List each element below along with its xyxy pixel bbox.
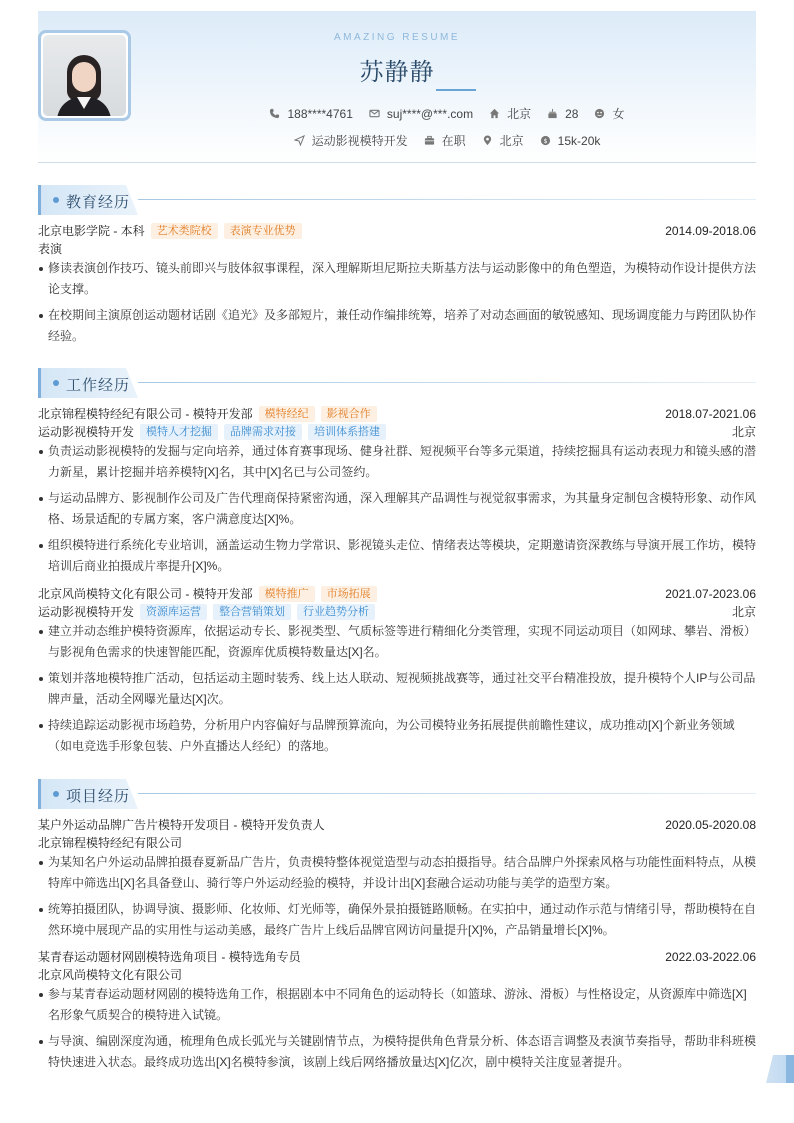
position-name: 运动影视模特开发 (38, 425, 135, 439)
project-company-row (38, 966, 756, 983)
mail-icon (369, 108, 380, 119)
list-item: 与运动品牌方、影视制作公司及广告代理商保持紧密沟通，深入理解其产品调性与视觉叙事需求，为其量身定制包含模特形象、动作风格、场景适配的专属方案，客户满意度达[X]%。 (38, 488, 756, 530)
education-major-row (38, 240, 756, 257)
email-value: suj****@***.com (386, 106, 474, 121)
work-tag: 市场拓展 (321, 586, 377, 602)
company-name: 北京锦程模特经纪有限公司 - 模特开发部 (38, 407, 253, 421)
list-item: 与导演、编剧深度沟通，梳理角色成长弧光与关键剧情节点，为模特提供角色背景分析、体态语言调整及表演节奏指导，帮助非科班模特快速进入状态。最终成功选出[X]名模特参演，该剧上线后网络播放量达[X]亿次，剧中模特关注度显著提升。 (38, 1031, 756, 1073)
section-title: 项目经历 (66, 788, 131, 805)
name-underline (436, 89, 476, 91)
project-title: 某青春运动题材网剧模特选角项目 - 模特选角专员 (38, 950, 301, 964)
skill-tag: 模特人才挖掘 (140, 424, 218, 440)
project-company: 北京风尚模特文化有限公司 (38, 968, 183, 982)
city-item (489, 105, 531, 122)
work-position-row (38, 603, 756, 620)
salary-icon (540, 135, 551, 146)
list-item: 修读表演创作技巧、镜头前即兴与肢体叙事课程，深入理解斯坦尼斯拉夫斯基方法与运动影像中的角色塑造，为模特动作设计提供方法论支撑。 (38, 258, 756, 300)
list-item: 为某知名户外运动品牌拍摄春夏新品广告片，负责模特整体视觉造型与动态拍摄指导。结合品牌户外探索风格与功能性面料特点，从模特库中筛选出[X]名具备登山、骑行等户外运动经验的模特，并设计出[X]套融合运动功能与美学的造型方案。 (38, 852, 756, 894)
education-tag: 表演专业优势 (224, 223, 302, 239)
section-project (38, 779, 756, 809)
work-position-row (38, 423, 756, 440)
section-dot-icon (53, 197, 59, 203)
gender-icon (594, 108, 605, 119)
section-dot-icon (53, 791, 59, 797)
send-icon (294, 135, 305, 146)
age-item (547, 107, 578, 121)
work-date: 2018.07-2021.06 (665, 406, 756, 421)
target-job-item (294, 132, 408, 149)
project-date: 2020.05-2020.08 (665, 817, 756, 832)
contact-row (88, 105, 794, 122)
work-header-row (38, 585, 756, 602)
phone-icon (269, 108, 280, 119)
work-location: 北京 (731, 425, 756, 439)
school-name: 北京电影学院 - 本科 (38, 224, 145, 238)
list-item: 在校期间主演原创运动题材话剧《追光》及多部短片，兼任动作编排统筹，培养了对动态画面的敏锐感知、现场调度能力与跨团队协作经验。 (38, 305, 756, 347)
gender-value: 女 (612, 107, 625, 121)
email-item (369, 107, 473, 121)
list-item: 建立并动态维护模特资源库，依据运动专长、影视类型、气质标签等进行精细化分类管理，实现不同运动项目（如网球、攀岩、滑板）与影视角色需求的快速智能匹配，资源库优质模特数量达[X]名。 (38, 621, 756, 663)
skill-tag: 行业趋势分析 (297, 604, 375, 620)
city-value: 北京 (507, 107, 532, 121)
home-icon (489, 108, 500, 119)
project-bullets (38, 984, 756, 1078)
briefcase-icon (424, 135, 435, 146)
work-tag: 模特经纪 (259, 406, 315, 422)
gender-item (594, 105, 624, 122)
section-dot-icon (53, 380, 59, 386)
section-divider (138, 199, 756, 200)
list-item: 组织模特进行系统化专业培训，涵盖运动生物力学常识、影视镜头走位、情绪表达等模块，定期邀请资深教练与导演开展工作坊，模特培训后商业拍摄成片率提升[X]%。 (38, 535, 756, 577)
skill-tag: 资源库运营 (140, 604, 207, 620)
resume-subtitle: AMAZING RESUME (333, 32, 461, 43)
job-intent-row (88, 132, 794, 149)
phone-value: 188****4761 (287, 106, 353, 121)
list-item: 负责运动影视模特的发掘与定向培养，通过体育赛事现场、健身社群、短视频平台等多元渠道，持续挖掘具有运动表现力和镜头感的潜力新星，累计挖掘并培养模特[X]名，其中[X]名已与公司签约。 (38, 441, 756, 483)
salary-item (540, 134, 601, 148)
location-icon (482, 135, 493, 146)
work-location: 北京 (731, 605, 756, 619)
education-bullets (38, 258, 756, 352)
status-value: 在职 (441, 134, 466, 148)
cake-icon (547, 108, 558, 119)
section-divider (138, 793, 756, 794)
work-tag: 模特推广 (259, 586, 315, 602)
work-bullets (38, 441, 756, 582)
list-item: 统筹拍摄团队，协调导演、摄影师、化妆师、灯光师等，确保外景拍摄链路顺畅。在实拍中，通过动作示范与情绪引导，帮助模特在自然环境中展现产品的实用性与运动美感，最终广告片上线后品牌官网访问量提升[X]%，产品销量增长[X]%。 (38, 899, 756, 941)
company-name: 北京风尚模特文化有限公司 - 模特开发部 (38, 587, 253, 601)
target-job-value: 运动影视模特开发 (311, 134, 408, 148)
education-tag: 艺术类院校 (151, 223, 218, 239)
candidate-name: 苏静静 (359, 59, 435, 86)
section-title: 教育经历 (66, 194, 131, 211)
skill-tag: 整合营销策划 (213, 604, 291, 620)
major-name: 表演 (38, 242, 63, 256)
section-title: 工作经历 (66, 377, 131, 394)
project-title: 某户外运动品牌广告片模特开发项目 - 模特开发负责人 (38, 818, 325, 832)
resume-header (38, 11, 756, 163)
status-item (424, 132, 466, 149)
section-education (38, 185, 756, 215)
section-work (38, 368, 756, 398)
page-corner-decoration (766, 1055, 794, 1083)
work-tag: 影视合作 (321, 406, 377, 422)
work-header-row (38, 405, 756, 422)
project-date: 2022.03-2022.06 (665, 949, 756, 964)
education-date: 2014.09-2018.06 (665, 223, 756, 238)
work-date: 2021.07-2023.06 (665, 586, 756, 601)
project-company-row (38, 834, 756, 851)
list-item: 参与某青春运动题材网剧的模特选角工作，根据剧本中不同角色的运动特长（如篮球、游泳、滑板）与性格设定，从资源库中筛选[X]名形象气质契合的模特进入试镜。 (38, 984, 756, 1026)
skill-tag: 培训体系搭建 (308, 424, 386, 440)
section-divider (138, 382, 756, 383)
age-value: 28 (565, 106, 579, 121)
education-header-row (38, 222, 756, 239)
project-company: 北京锦程模特经纪有限公司 (38, 836, 183, 850)
position-name: 运动影视模特开发 (38, 605, 135, 619)
svg-text:$: $ (543, 136, 548, 145)
skill-tag: 品牌需求对接 (224, 424, 302, 440)
project-header-row (38, 948, 756, 965)
list-item: 持续追踪运动影视市场趋势，分析用户内容偏好与品牌预算流向，为公司模特业务拓展提供前瞻性建议，成功推动[X]个新业务领域（如电竞选手形象包装、户外直播达人经纪）的落地。 (38, 715, 756, 757)
project-header-row (38, 816, 756, 833)
salary-value: 15k-20k (557, 133, 601, 148)
list-item: 策划并落地模特推广活动，包括运动主题时装秀、线上达人联动、短视频挑战赛等，通过社交平台精准投放，提升模特个人IP与公司品牌声量，活动全网曝光量达[X]次。 (38, 668, 756, 710)
project-bullets (38, 852, 756, 946)
phone-item (269, 107, 352, 121)
target-city-value: 北京 (499, 134, 524, 148)
work-bullets (38, 621, 756, 762)
target-city-item (482, 132, 524, 149)
